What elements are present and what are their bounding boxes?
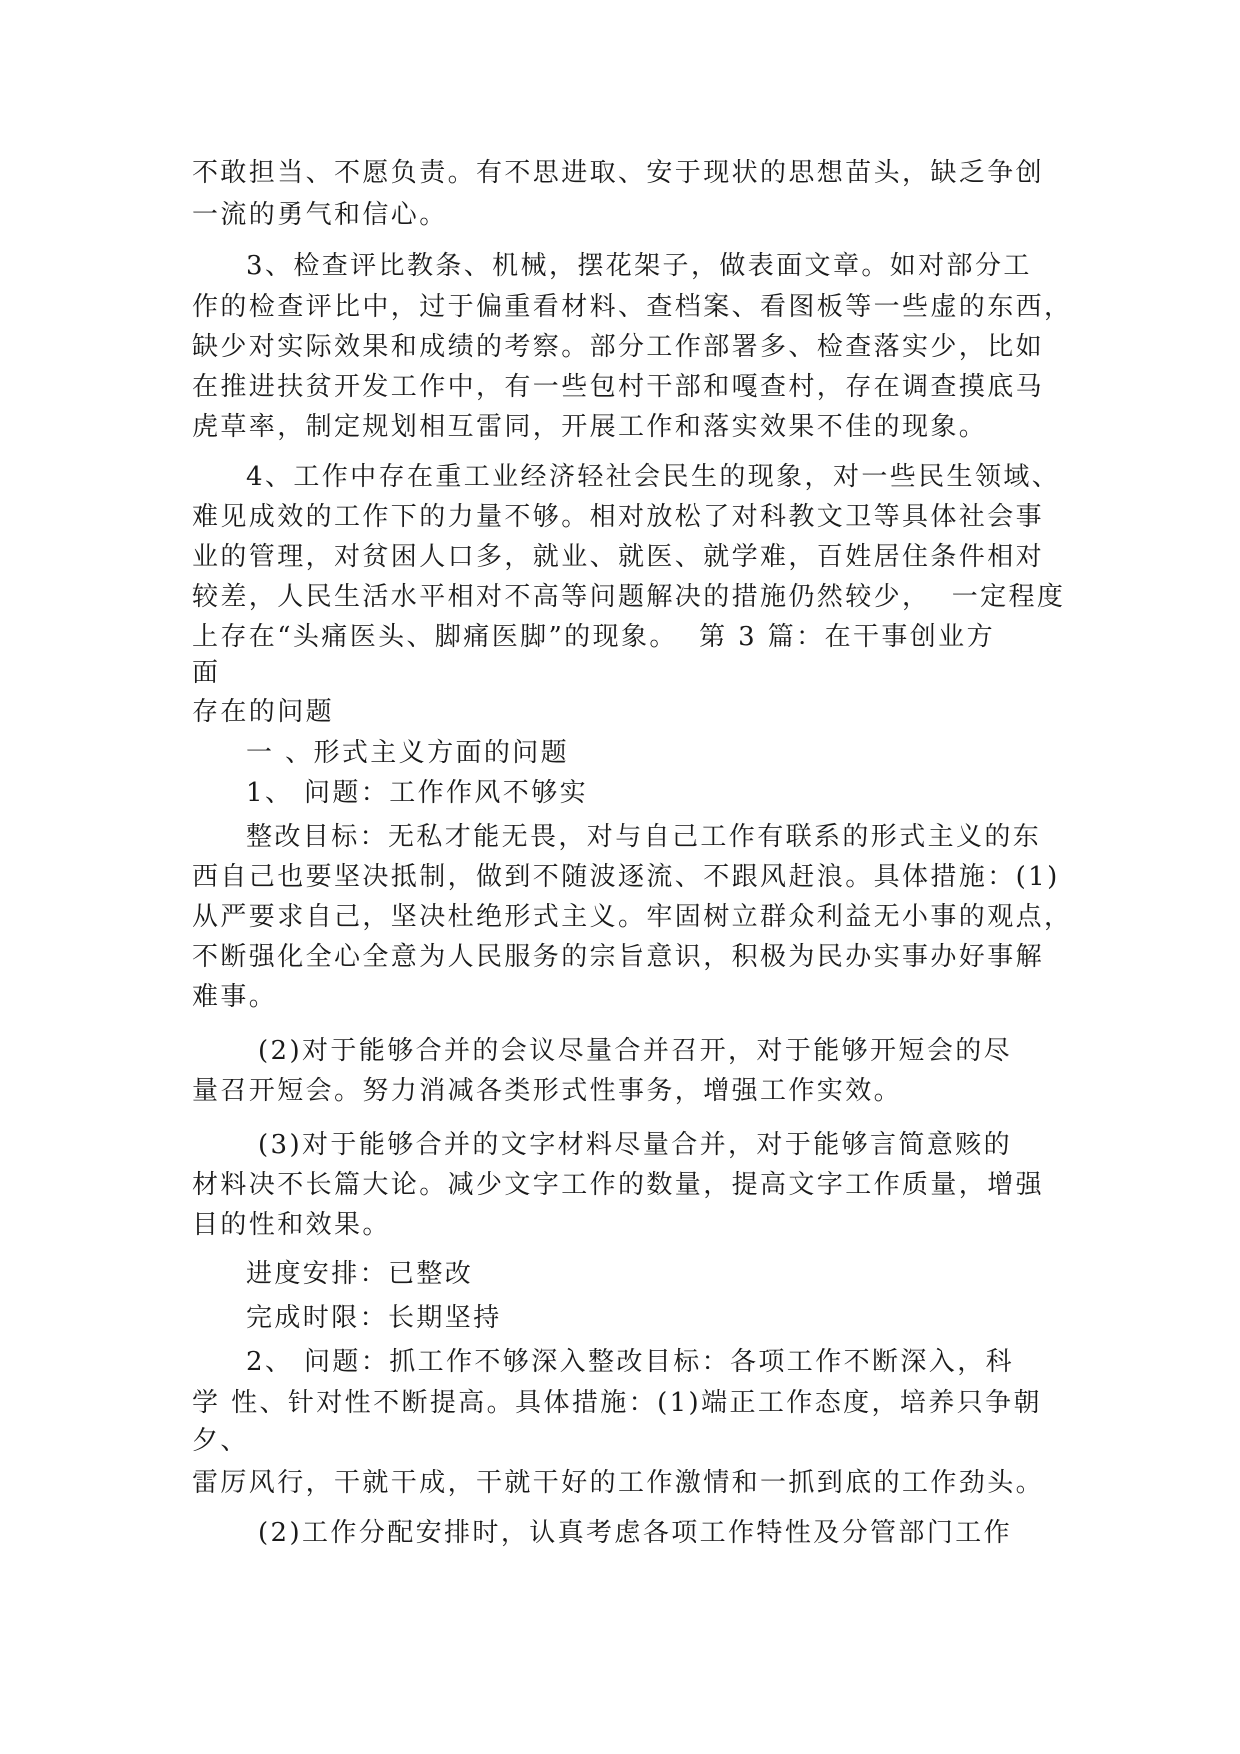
text-line: 雷厉风行，干就干成，干就干好的工作激情和一抓到底的工作劲头。 xyxy=(192,1468,1045,1498)
text-line: 材料决不长篇大论。减少文字工作的数量，提高文字工作质量，增强 xyxy=(192,1170,1045,1200)
text-line: 从严要求自己，坚决杜绝形式主义。牢固树立群众利益无小事的观点， xyxy=(192,902,1073,932)
text-line: 进度安排：已整改 xyxy=(246,1259,474,1289)
text-line: 难事。 xyxy=(192,982,278,1012)
text-line: 目的性和效果。 xyxy=(192,1210,391,1240)
text-line: 学 性、针对性不断提高。具体措施：(1)端正工作态度，培养只争朝 xyxy=(192,1388,1042,1418)
text-line: (2)工作分配安排时，认真考虑各项工作特性及分管部门工作 xyxy=(258,1518,1013,1548)
text-line: 不敢担当、不愿负责。有不思进取、安于现状的思想苗头，缺乏争创 xyxy=(192,158,1045,188)
text-line: 作的检查评比中，过于偏重看材料、查档案、看图板等一些虚的东西， xyxy=(192,292,1073,322)
text-line: 在推进扶贫开发工作中，有一些包村干部和嘎查村，存在调查摸底马 xyxy=(192,372,1045,402)
text-line: 3、检查评比教条、机械，摆花架子，做表面文章。如对部分工 xyxy=(246,251,1032,281)
text-line: 较差，人民生活水平相对不高等问题解决的措施仍然较少， 一定程度 xyxy=(192,582,1066,612)
text-line: 2、 问题：抓工作不够深入整改目标：各项工作不断深入，科 xyxy=(246,1347,1015,1377)
text-line: 完成时限：长期坚持 xyxy=(246,1303,502,1333)
text-line: 业的管理，对贫困人口多，就业、就医、就学难，百姓居住条件相对 xyxy=(192,542,1045,572)
text-line: 西自己也要坚决抵制，做到不随波逐流、不跟风赶浪。具体措施：(1) xyxy=(192,862,1060,892)
text-line: 难见成效的工作下的力量不够。相对放松了对科教文卫等具体社会事 xyxy=(192,502,1045,532)
section-heading: 一 、形式主义方面的问题 xyxy=(246,738,570,768)
text-line: 一流的勇气和信心。 xyxy=(192,200,448,230)
text-line: 面 xyxy=(192,658,221,688)
section-heading: 存在的问题 xyxy=(192,697,335,727)
text-line: (2)对于能够合并的会议尽量合并召开，对于能够开短会的尽 xyxy=(258,1036,1013,1066)
text-line: 4、工作中存在重工业经济轻社会民生的现象，对一些民生领域、 xyxy=(246,462,1061,492)
text-line: 夕、 xyxy=(192,1426,249,1456)
text-line: (3)对于能够合并的文字材料尽量合并，对于能够言简意赅的 xyxy=(258,1130,1013,1160)
text-line: 整改目标：无私才能无畏，对与自己工作有联系的形式主义的东 xyxy=(246,822,1042,852)
text-line: 上存在“头痛医头、脚痛医脚”的现象。 第 3 篇：在干事创业方 xyxy=(192,622,995,652)
text-line: 缺少对实际效果和成绩的考察。部分工作部署多、检查落实少，比如 xyxy=(192,332,1045,362)
text-line: 虎草率，制定规划相互雷同，开展工作和落实效果不佳的现象。 xyxy=(192,412,988,442)
text-line: 不断强化全心全意为人民服务的宗旨意识，积极为民办实事办好事解 xyxy=(192,942,1045,972)
text-line: 量召开短会。努力消减各类形式性事务，增强工作实效。 xyxy=(192,1076,903,1106)
text-line: 1、 问题：工作作风不够实 xyxy=(246,778,589,808)
